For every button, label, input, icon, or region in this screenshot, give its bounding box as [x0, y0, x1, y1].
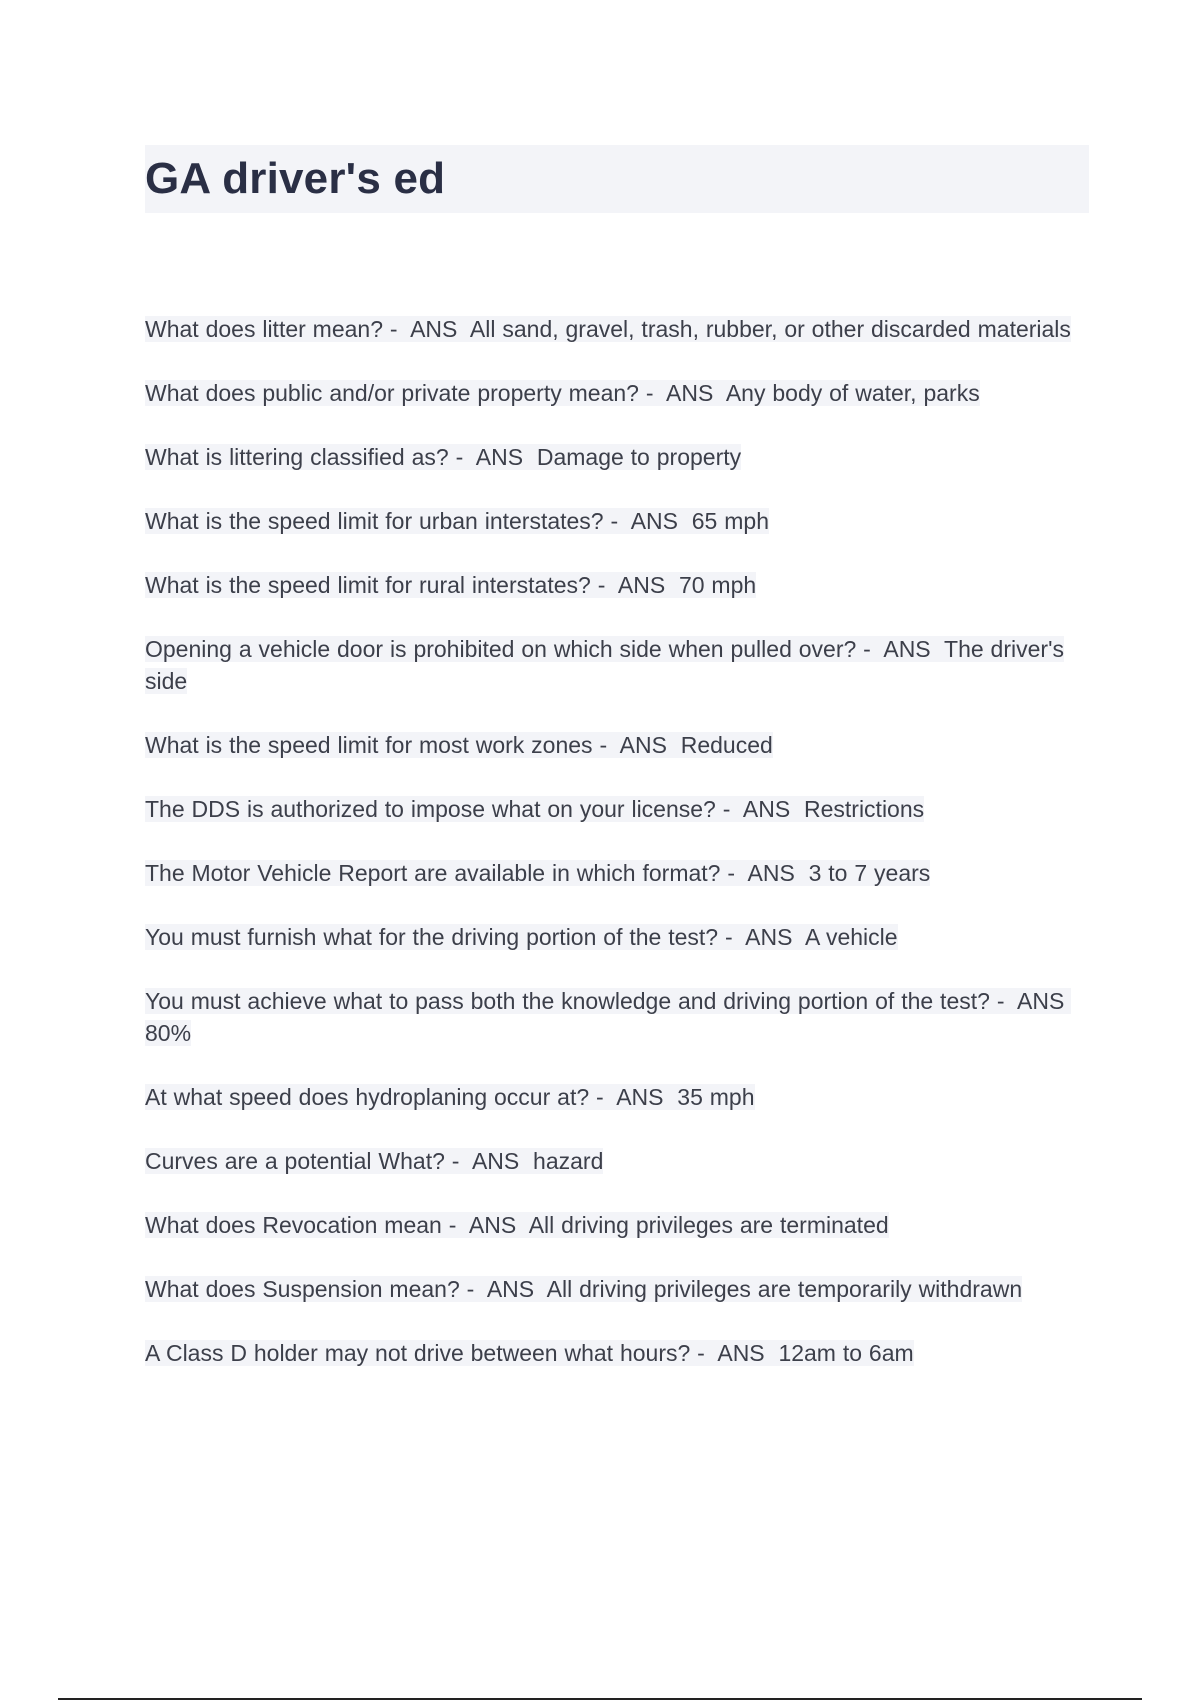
question-text: The Motor Vehicle Report are available in which format?: [145, 860, 721, 886]
answer-text: Damage to property: [536, 444, 742, 470]
question-text: What does Revocation mean: [145, 1212, 442, 1238]
separator: -: [724, 924, 733, 950]
question-text: What does litter mean?: [145, 316, 384, 342]
separator: -: [996, 988, 1005, 1014]
title-block: [145, 145, 1089, 213]
separator: -: [455, 444, 464, 470]
qa-text: [145, 988, 1071, 1046]
separator: -: [722, 796, 731, 822]
document-page: [145, 145, 1089, 1401]
answer-text: 80%: [145, 1020, 192, 1046]
answer-text: Reduced: [680, 732, 773, 758]
question-text: What is the speed limit for most work zones: [145, 732, 593, 758]
answer-marker: ANS: [410, 316, 458, 342]
separator: -: [596, 1084, 604, 1110]
qa-text: [145, 444, 741, 470]
answer-marker: ANS: [717, 1340, 765, 1366]
qa-text: [145, 508, 769, 534]
answer-text: 12am to 6am: [778, 1340, 914, 1366]
answer-marker: ANS: [630, 508, 678, 534]
qa-text: [145, 380, 980, 406]
qa-list: [145, 313, 1089, 1369]
qa-item: [145, 793, 1089, 825]
answer-marker: ANS: [619, 732, 667, 758]
separator: -: [466, 1276, 475, 1302]
question-text: The DDS is authorized to impose what on your license?: [145, 796, 716, 822]
answer-marker: ANS: [883, 636, 931, 662]
answer-text: 70 mph: [678, 572, 757, 598]
question-text: You must furnish what for the driving portion of the test?: [145, 924, 719, 950]
question-text: What does public and/or private property mean?: [145, 380, 639, 406]
qa-item: [145, 1081, 1089, 1113]
question-text: Curves are a potential What?: [145, 1148, 445, 1174]
answer-marker: ANS: [745, 924, 793, 950]
answer-text: All sand, gravel, trash, rubber, or other discarded materials: [469, 316, 1071, 342]
answer-marker: ANS: [486, 1276, 535, 1302]
qa-text: [145, 572, 756, 598]
answer-marker: ANS: [747, 860, 795, 886]
qa-text: [145, 924, 898, 950]
separator: -: [727, 860, 736, 886]
qa-item: [145, 729, 1089, 761]
separator: -: [448, 1212, 457, 1238]
separator: -: [389, 316, 398, 342]
question-text: What is the speed limit for urban interstates?: [145, 508, 604, 534]
qa-text: [145, 1276, 1022, 1302]
answer-marker: ANS: [617, 572, 666, 598]
qa-item: [145, 505, 1089, 537]
qa-item: [145, 1209, 1089, 1241]
answer-marker: ANS: [475, 444, 524, 470]
answer-text: 35 mph: [677, 1084, 755, 1110]
qa-text: [145, 1084, 755, 1110]
qa-item: [145, 921, 1089, 953]
answer-marker: ANS: [471, 1148, 520, 1174]
answer-text: A vehicle: [804, 924, 898, 950]
answer-marker: ANS: [1017, 988, 1065, 1014]
qa-item: [145, 377, 1089, 409]
qa-item: [145, 441, 1089, 473]
answer-text: All driving privileges are terminated: [528, 1212, 889, 1238]
qa-item: [145, 633, 1089, 697]
separator: -: [451, 1148, 460, 1174]
question-text: At what speed does hydroplaning occur at?: [145, 1084, 590, 1110]
question-text: What does Suspension mean?: [145, 1276, 460, 1302]
separator: -: [645, 380, 654, 406]
qa-text: [145, 860, 930, 886]
qa-item: [145, 1337, 1089, 1369]
answer-text: 3 to 7 years: [808, 860, 931, 886]
separator: -: [610, 508, 619, 534]
question-text: What is littering classified as?: [145, 444, 449, 470]
answer-text: hazard: [533, 1148, 604, 1174]
qa-item: [145, 857, 1089, 889]
answer-marker: ANS: [742, 796, 791, 822]
question-text: You must achieve what to pass both the knowledge and driving portion of the test?: [145, 988, 990, 1014]
qa-item: [145, 1145, 1089, 1177]
separator: -: [863, 636, 871, 662]
qa-text: [145, 796, 924, 822]
qa-text: [145, 1212, 889, 1238]
qa-text: [145, 1340, 914, 1366]
qa-item: [145, 313, 1089, 345]
qa-text: [145, 732, 773, 758]
answer-text: All driving privileges are temporarily withdrawn: [546, 1276, 1023, 1302]
answer-marker: ANS: [666, 380, 714, 406]
question-text: What is the speed limit for rural interstates?: [145, 572, 591, 598]
question-text: A Class D holder may not drive between what hours?: [145, 1340, 691, 1366]
question-text: Opening a vehicle door is prohibited on which side when pulled over?: [145, 636, 857, 662]
answer-text: Restrictions: [804, 796, 925, 822]
separator: -: [697, 1340, 705, 1366]
qa-item: [145, 569, 1089, 601]
qa-text: [145, 316, 1071, 342]
separator: -: [597, 572, 606, 598]
qa-text: [145, 1148, 603, 1174]
qa-item: [145, 1273, 1089, 1305]
answer-marker: ANS: [468, 1212, 517, 1238]
answer-text: Any body of water, parks: [725, 380, 980, 406]
qa-item: [145, 985, 1089, 1049]
document-title: GA driver's ed: [145, 154, 446, 203]
separator: -: [599, 732, 608, 758]
answer-marker: ANS: [616, 1084, 664, 1110]
answer-text: The driver's side: [145, 636, 1064, 694]
answer-text: 65 mph: [691, 508, 769, 534]
qa-text: [145, 636, 1064, 694]
